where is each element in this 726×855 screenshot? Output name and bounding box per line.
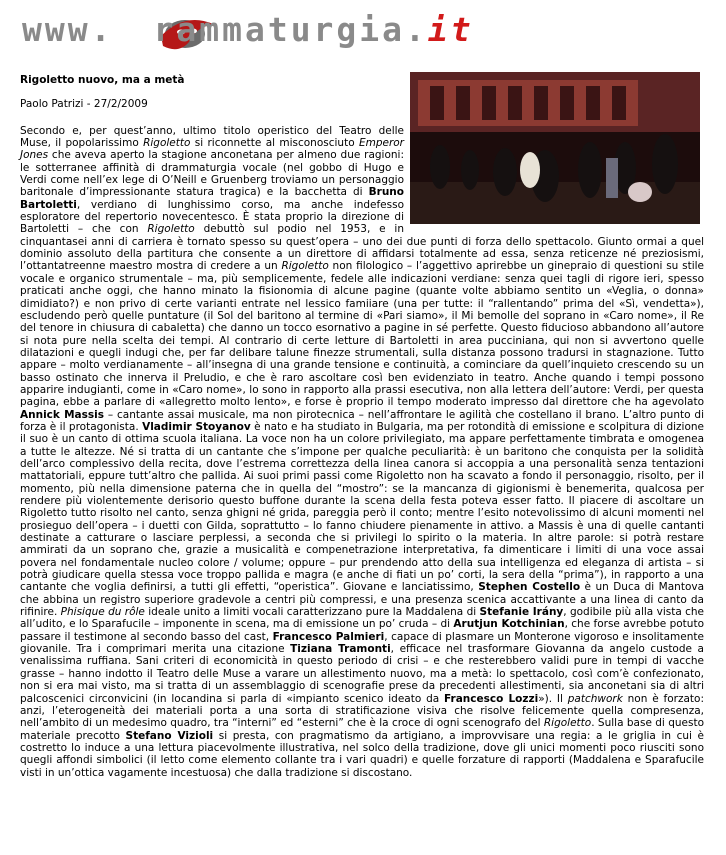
text-run: , godibile più alla vista che all’udito, e lo Sparafucile – imponente in scena, ma di emissione un po’ cruda – di	[20, 606, 705, 631]
italic-term: patchwork	[567, 692, 623, 705]
person-name: Stefano Vizioli	[125, 729, 214, 742]
text-run: , efficace nel trasformare Giovanna da angelo custode a venalissima ruffiana. Sani criteri di economicità in questo periodo di crisi – e che resterebbero validi pure in tempi di vacche grasse – hanno indotto il Teatro delle Muse a varare un allestimento nuovo, ma a metà: lo spettacolo, così com’è confezionato, non si era mai visto, ma si tratta di un assemblaggio di scenografie prese da precedenti allestimenti, sia anconetani sia di altri palcoscenici circonvicini (in locandina si parla di «impianto scenico ideato da	[20, 643, 704, 705]
italic-term: Rigoletto	[147, 223, 195, 236]
person-name: Francesco Lozzi	[444, 692, 539, 705]
logo-suffix: it	[427, 10, 474, 49]
text-run: . Sulla base di questo materiale precotto	[20, 717, 704, 742]
person-name: Vladimir Stoyanov	[142, 420, 251, 433]
text-run: si presta, con pragmatismo da artigiano, a improvvisare una regia: a le griglia in cui è costretto lo induce a una lettura piacevolmente illustrativa, nel solco della tradizione, dove gli unici momenti poco riusciti sono quegli affondi simbolici (il letto come elemento collante tra i vari quadri) e quelle forzature di rapporti (Maddalena e Sparafucile visti in un’ottica vagamente incestuosa) che dalla tradizione si discostano.	[20, 729, 704, 779]
text-run: , capace di plasmare un Monterone vigoroso e insolitamente giovanile. Tra i comprimari merita una citazione	[20, 630, 704, 656]
person-name: Arutjun Kotchinian	[453, 618, 565, 631]
person-name: Annick Massis	[20, 408, 104, 421]
text-run: , che forse avrebbe potuto passare il testimone al secondo basso del cast,	[20, 618, 704, 643]
text-run: non è forzato: anzi, l’eterogeneità dei materiali porta a una sorta di stratificazione visiva che risolve felicemente quella compresenza, nell’ambito di un medesimo quadro, tra “interni” ed “esterni” che è la croce di ogni scenografo del	[20, 692, 704, 730]
text-run: è un Duca di Mantova che abbina un registro superiore gradevole a centri più compressi, e una presenza scenica accattivante a una linea di canto da rifinire.	[20, 581, 705, 619]
site-logo[interactable]	[22, 10, 474, 49]
text-run: debuttò sul podio nel 1953, e in cinquantasei anni di carriera è tornato spesso su quest’opera – uno dei due punti di forza dello spettacolo. Giunto ormai a quel dominio assoluto della partitura che consente a un direttore di affidarsi totalmente ad essa, senza reticenze né preziosismi, l’ottantatreenne maestro mostra di credere a un	[20, 223, 704, 273]
text-run: Secondo e, per quest’anno, ultimo titolo operistico del Teatro delle Muse, il popolarissimo	[20, 124, 404, 150]
logo-prefix: www.	[22, 10, 114, 49]
person-name: Stefanie Irány	[479, 606, 564, 619]
text-run: si riconnette al misconosciuto	[190, 137, 359, 150]
person-name: Tiziana Tramonti	[290, 643, 391, 656]
person-name: Bruno Bartoletti	[20, 186, 404, 211]
logo-mid: rammaturgia.	[153, 10, 428, 49]
italic-term: Emperor Jones	[20, 137, 404, 162]
person-name: Francesco Palmieri	[272, 630, 385, 643]
italic-term: Rigoletto	[543, 717, 592, 730]
text-run: ideale unito a limiti vocali caratterizzano pure la Maddalena di	[144, 606, 480, 619]
article	[20, 74, 704, 779]
article-byline: Paolo Patrizi - 27/2/2009	[20, 98, 148, 111]
person-name: Stephen Costello	[478, 581, 581, 594]
text-run: , verdiano di lunghissimo corso, ma anche indefesso esploratore del repertorio novecentesco. È stata proprio la direzione di Bartoletti – che con	[20, 198, 404, 236]
text-run: che aveva aperto la stagione anconetana per almeno due ragioni: le sotterranee affinità di drammaturgia vocale (nel gobbo di Hugo e Verdi come nell’ex lege di O’Neill e Gruenberg troviamo un personaggio baritonale d’impressionante statura tragica) e la bacchetta di	[20, 149, 404, 199]
text-run: – cantante assai musicale, ma non pirotecnica – nell’affrontare le agilità che costellano il brano. L’altro punto di forza è il protagonista.	[20, 408, 705, 433]
site-banner[interactable]	[0, 0, 726, 68]
text-run: non filologico – l’aggettivo aprirebbe un ginepraio di questioni su stile vocale e organico strumentale – ma, più semplicemente, fedele alle indicazioni verdiane: senza quei tagli di rigore ieri, spesso praticati anche oggi, che hanno minato la fisionomia di alcune pagine (quante volte abbiamo sentito un «Veglia, o donna» dimidiato?) e non privo di certe varianti entrate nel lessico famiiare (una per tutte: il “rallentando” prima del «Sì, vendetta»), escludendo però quelle puntature (il Sol del baritono al termine di «Pari siamo», il Mi bemolle del soprano in «Caro nome», il Re del tenore in chiusura di cabaletta) che danno un tocco esornativo a pagine in sé perfette. Questo fiducioso abbandono all’autore si nota pure nella scelta dei tempi. Al contrario di certe letture di Bartoletti in area pucciniana, qui non si avvertono quelle dilatazioni e quegli indugi che, per far delibare talune finezze strumentali, sulla distanza possono tradursi in stagnazione. Tutto appare – molto verdianamente – all’insegna di una grande tensione e continuità, a cominciare da quell’inquieto crescendo su un basso ostinato che innerva il Preludio, e che è raro ascoltare così ben evidenziato in teatro. Anche quando i tempi possono apparire indugianti, come in «Caro nome», lo sono in rapporto alla prassi esecutiva, non alla lettera dell’autore: Verdi, per questa pagina, ebbe a parlare di «allegretto molto lento», e forse è proprio il tempo moderato impresso dal direttore che ha agevolato	[20, 260, 704, 409]
article-body	[20, 125, 704, 779]
italic-term: Rigoletto	[281, 260, 329, 273]
italic-term: Rigoletto	[143, 137, 191, 150]
article-title: Rigoletto nuovo, ma a metà	[20, 74, 185, 86]
italic-term: Phisique du rôle	[60, 606, 145, 619]
text-run: è nato e ha studiato in Bulgaria, ma per rotondità di emissione e scolpitura di dizione il suo è un canto di ottima scuola italiana. La voce non ha un colore privilegiato, ma appare perfettamente timbrata e omogenea a tutte le altezze. Né si tratta di un cantante che s’impone per qualche peculiarità: è un baritono che conquista per la solidità dell’arco complessivo della recita, dove l’estrema correttezza della linea canora si accoppia a una personalità senza tentazioni mattatoriali, eppure tutt’altro che pallida. Ai suoi primi passi come Rigoletto non ha scavato a fondo il personaggio, risolto, per il momento, più nella dimensione paterna che in quella del “mostro”: se la mancanza di gigionismi è benemerita, qualcosa per rendere più violentemente derisorio questo buffone durante la scena della festa poteva esser fatto. Il piacere di ascoltare un Rigoletto tutto risolto nel canto, senza ghigni né grida, pareggia però il conto; mentre l’esito notevolissimo di alcuni momenti nel prosieguo dell’opera – i duetti con Gilda, soprattutto – lo fanno chiudere pienamente in attivo. a Massis è una di quelle cantanti destinate a catturare o lasciare perplessi, a seconda che si privilegi lo spirito o la materia. In altre parole: si potrà restare ammirati da un soprano che, grazie a musicalità e compenetrazione interpretativa, fa dimenticare i limiti di una voce assai povera nel fondamentale nucleo colore / volume; oppure – pur prendendo atto della sua intelligenza ed eleganza di artista – si potrà giudicare quella stessa voce troppo pallida e magra (e anche di fiati un po’ corti, la sera della “prima”), in rapporto a una cantante che voglia definirsi, a tutti gli effetti, “operistica”. Giovane e lanciatissimo,	[20, 420, 705, 594]
text-run: »). Il	[538, 692, 568, 705]
